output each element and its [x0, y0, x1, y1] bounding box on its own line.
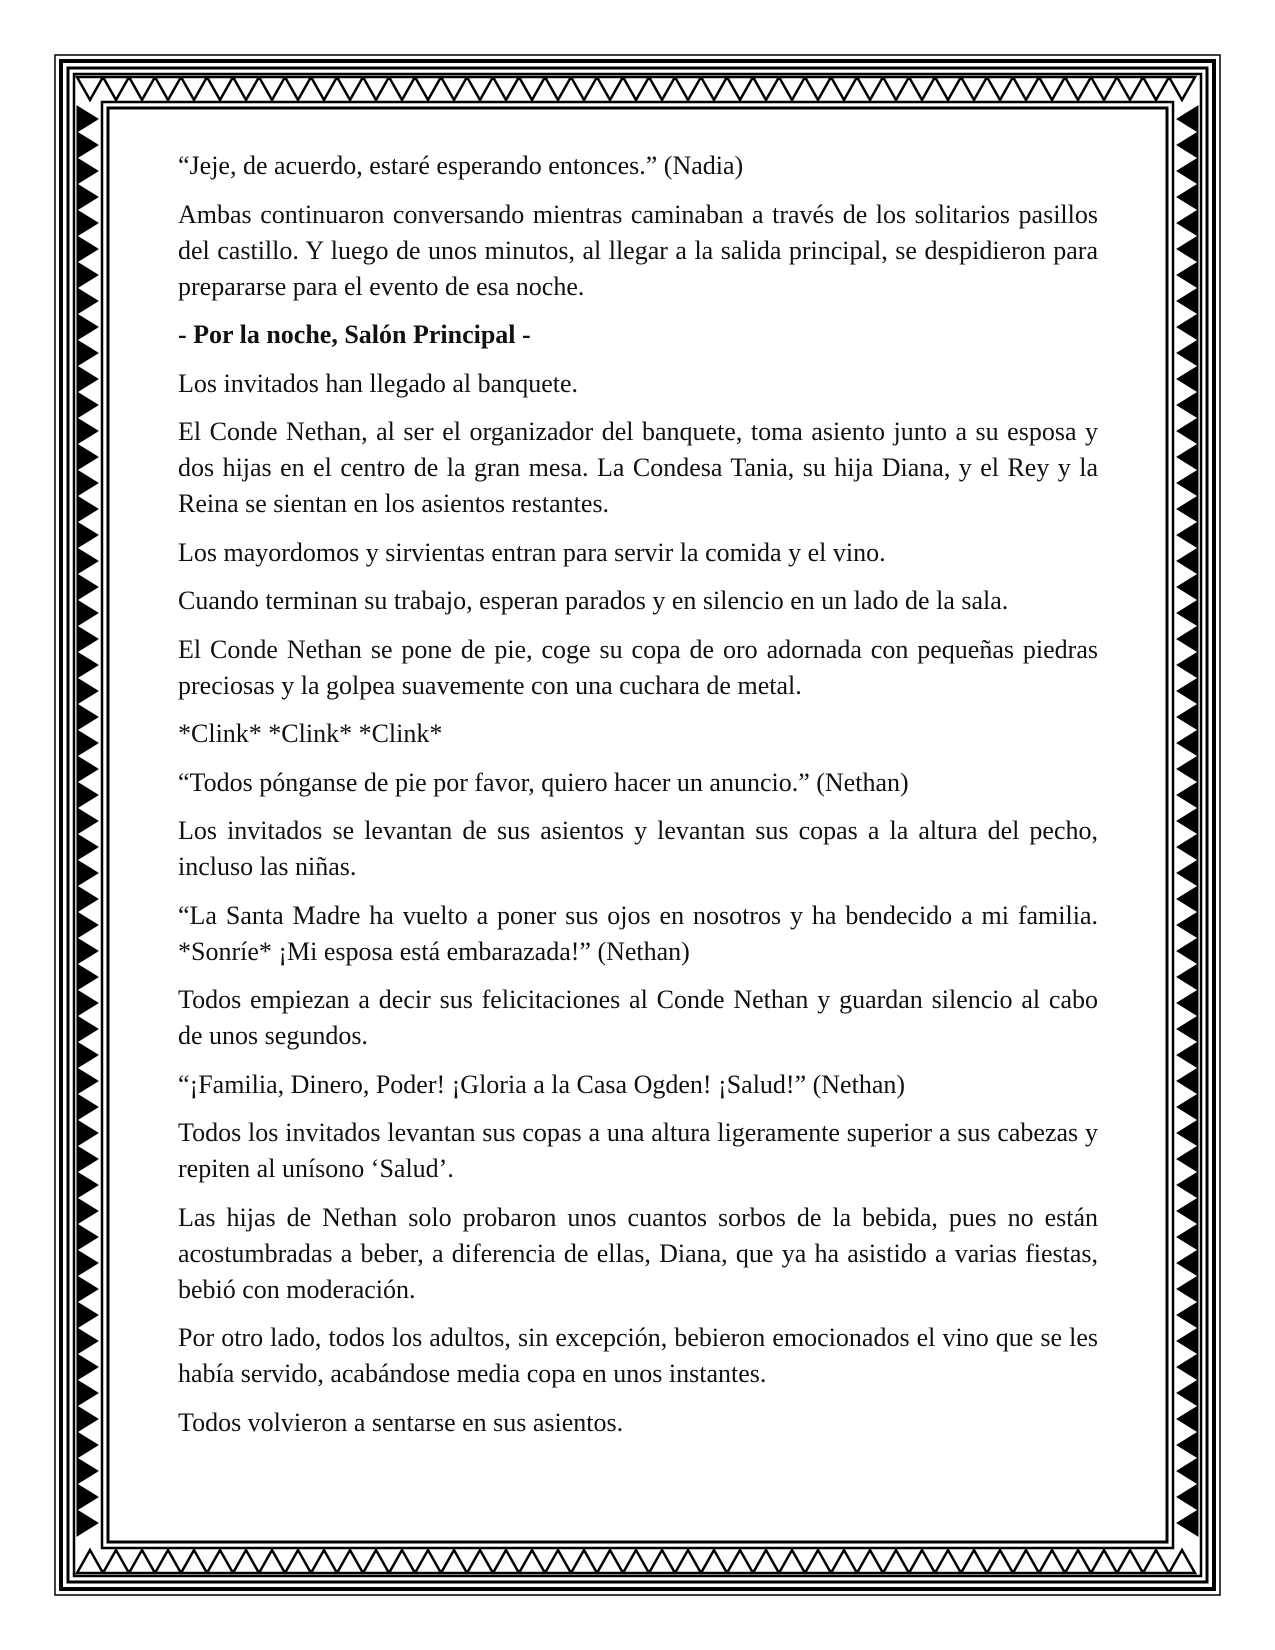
narrative-paragraph: Los mayordomos y sirvientas entran para servir la comida y el vino. [178, 537, 886, 567]
narrative-paragraph: El Conde Nethan se pone de pie, coge su copa de oro adornada con pequeñas piedras preciosas y la golpea suavemente con una cuchara de metal. [178, 634, 1098, 700]
dialogue-paragraph: “Jeje, de acuerdo, estaré esperando entonces.” (Nadia) [178, 151, 744, 180]
narrative-paragraph: Ambas continuaron conversando mientras caminaban a través de los solitarios pasillos del castillo. Y luego de unos minutos, al llegar a la salida principal, se despidieron para prepararse para el evento de esa noche. [178, 199, 1098, 301]
narrative-paragraph: Todos los invitados levantan sus copas a una altura ligeramente superior a sus cabezas y repiten al unísono ‘Salud’. [178, 1118, 1098, 1183]
dialogue-paragraph: “Todos pónganse de pie por favor, quiero hacer un anuncio.” (Nethan) [178, 767, 909, 797]
border-zigzag-bottom [77, 1550, 1195, 1573]
border-zigzag-right [1177, 106, 1198, 1536]
narrative-paragraph: Las hijas de Nethan solo probaron unos cuantos sorbos de la bebida, pues no están acostumbradas a beber, a diferencia de ellas, Diana, que ya ha asistido a varias fiestas, bebió con moderación. [178, 1202, 1098, 1304]
scene-heading: - Por la noche, Salón Principal - [178, 320, 531, 349]
narrative-paragraph: Todos empiezan a decir sus felicitaciones al Conde Nethan y guardan silencio al cabo de unos segundos. [178, 985, 1098, 1050]
narrative-paragraph: Por otro lado, todos los adultos, sin excepción, bebieron emocionados el vino que se les había servido, acabándose media copa en unos instantes. [178, 1323, 1098, 1388]
narrative-paragraph: Todos volvieron a sentarse en sus asientos. [178, 1407, 624, 1437]
dialogue-paragraph: “¡Familia, Dinero, Poder! ¡Gloria a la Casa Ogden! ¡Salud!” (Nethan) [178, 1069, 906, 1099]
narrative-paragraph: Los invitados se levantan de sus asientos y levantan sus copas a la altura del pecho, incluso las niñas. [178, 816, 1098, 881]
sound-effect-line: *Clink* *Clink* *Clink* [178, 719, 443, 748]
narrative-paragraph: El Conde Nethan, al ser el organizador del banquete, toma asiento junto a su esposa y dos hijas en el centro de la gran mesa. La Condesa Tania, su hija Diana, y el Rey y la Reina se sientan en los asientos restantes. [178, 417, 1098, 518]
document-body [178, 148, 1098, 1453]
narrative-paragraph: Los invitados han llegado al banquete. [178, 368, 579, 398]
border-zigzag-left [77, 106, 98, 1536]
dialogue-paragraph: “La Santa Madre ha vuelto a poner sus ojos en nosotros y ha bendecido a mi familia. *Sonríe* ¡Mi esposa está embarazada!” (Nethan) [178, 900, 1098, 966]
border-zigzag-top [77, 77, 1195, 100]
narrative-paragraph: Cuando terminan su trabajo, esperan parados y en silencio en un lado de la sala. [178, 586, 1009, 615]
